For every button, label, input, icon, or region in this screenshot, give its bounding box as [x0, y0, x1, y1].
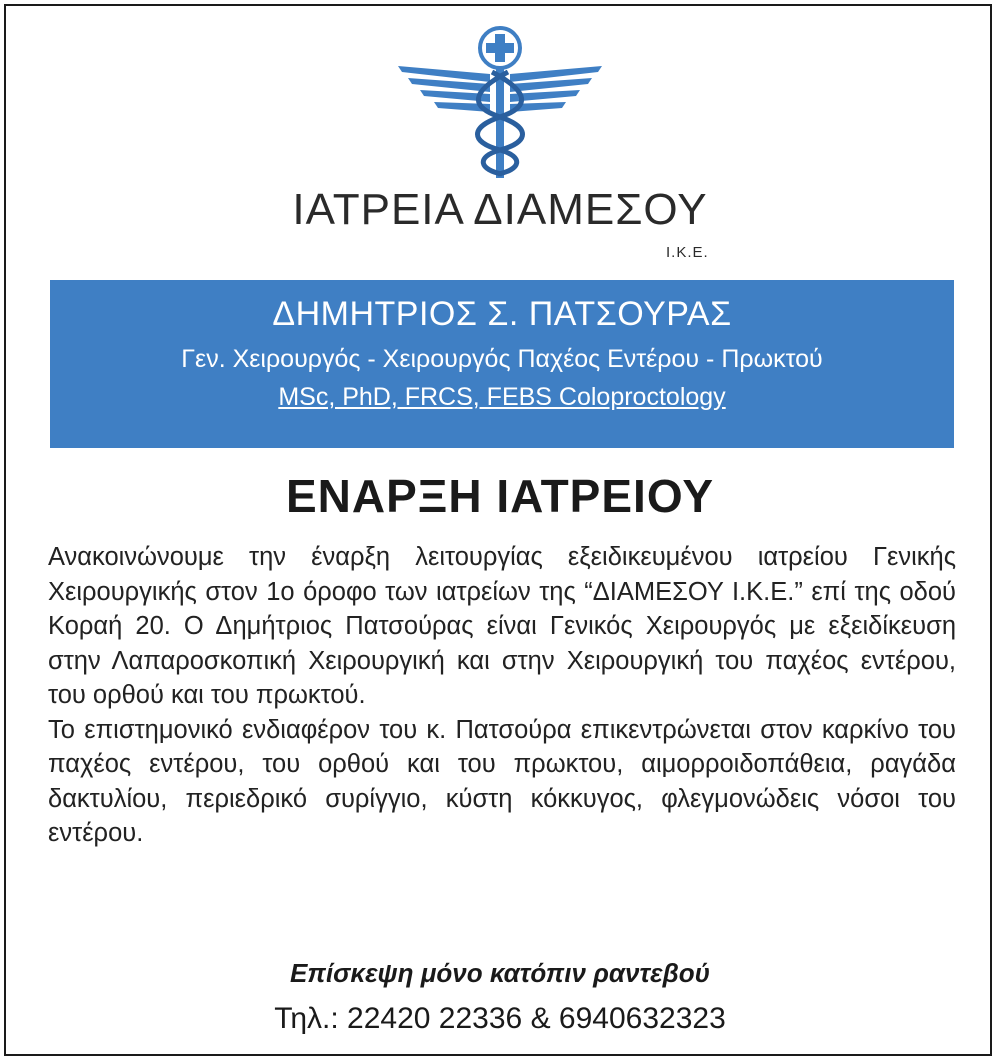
paragraph: Το επιστημονικό ενδιαφέρον του κ. Πατσούρα επικεντρώνεται στον καρκίνο του παχέος εντέρου, του ορθού και του πρωκτου, αιμορροιδοπάθεια, ραγάδα δακτυλίου, περιεδρικό συρίγγιο, κύστη κόκκυγος, φλεγμονώδεις νόσοι του εντέρου. — [48, 715, 956, 847]
doctor-degrees: MSc, PhD, FRCS, FEBS Coloproctology — [278, 383, 726, 411]
paragraph: Ανακοινώνουμε την έναρξη λειτουργίας εξειδικευμένου ιατρείου Γενικής Χειρουργικής στον 1ο όροφο των ιατρείων της “ΔΙΑΜΕΣΟΥ Ι.Κ.Ε.” επί της οδού Κοραή 20. Ο Δημήτριος Πατσούρας είναι Γενικός Χειρουργός με εξειδίκευση στην Λαπαροσκοπική Χειρουργική και στην Χειρουργική του παχέος εντέρου, του ορθού και του πρωκτού. — [48, 543, 956, 709]
caduceus-logo-icon — [390, 22, 610, 182]
doctor-specialty: Γεν. Χειρουργός - Χειρουργός Παχέος Εντέρου - Πρωκτού — [181, 345, 823, 373]
brand-suffix: Ι.Κ.Ε. — [666, 244, 709, 261]
announcement-body — [48, 540, 956, 851]
headline: ΕΝΑΡΞΗ ΙΑΤΡΕΙΟΥ — [285, 470, 714, 522]
phone-numbers: Τηλ.: 22420 22336 & 6940632323 — [274, 1002, 726, 1035]
doctor-name: ΔΗΜΗΤΡΙΟΣ Σ. ΠΑΤΣΟΥΡΑΣ — [272, 295, 732, 333]
doctor-banner — [50, 280, 954, 448]
appointment-note: Επίσκεψη μόνο κατόπιν ραντεβού — [290, 958, 710, 988]
brand-name: ΙΑΤΡΕΙΑ ΔΙΑΜΕΣΟΥ — [292, 185, 708, 234]
